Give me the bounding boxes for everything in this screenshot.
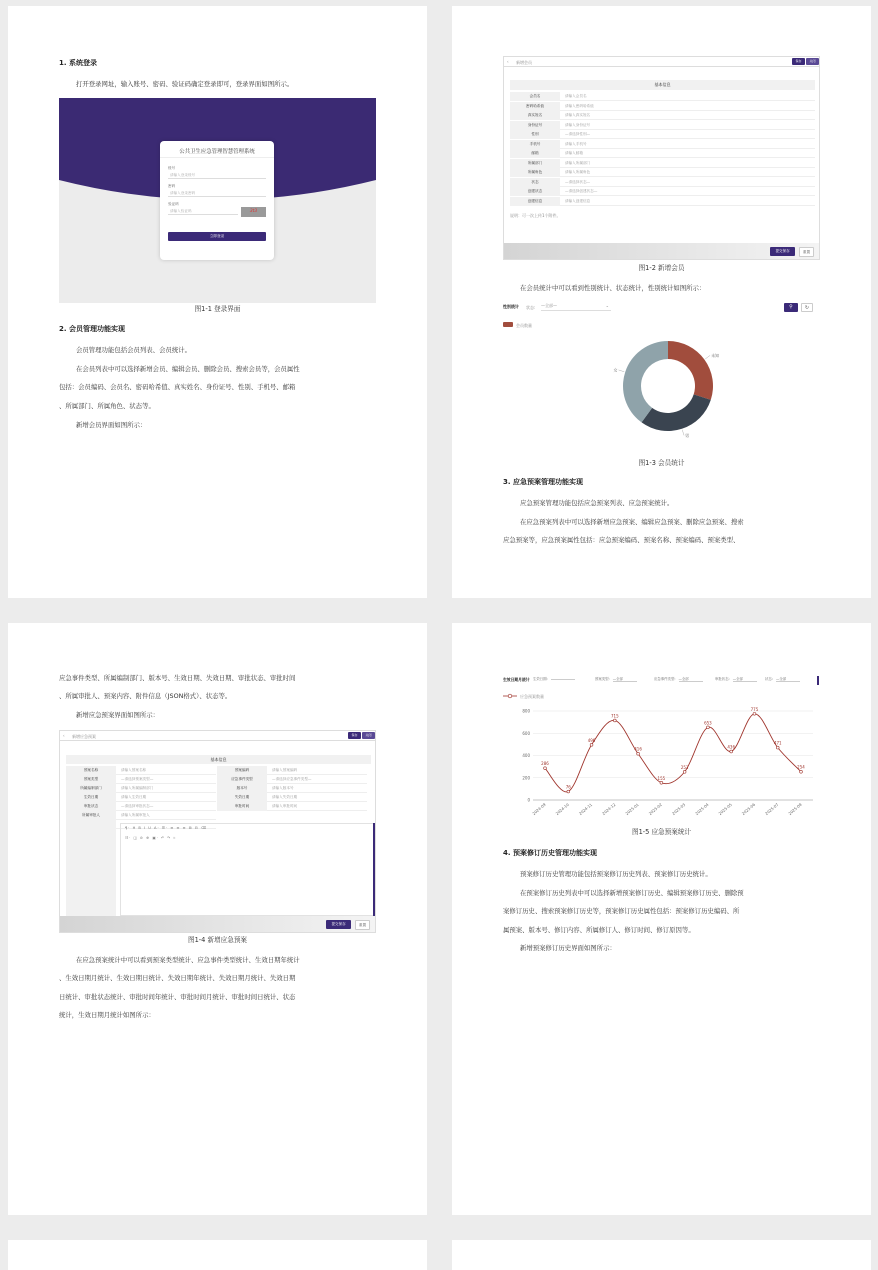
- field-label: 创建信息: [510, 197, 560, 206]
- field-input[interactable]: 请输入手机号: [565, 141, 587, 146]
- submit-save-button[interactable]: 提交保存: [326, 920, 351, 929]
- x-tick-label: 2025-05: [717, 801, 733, 816]
- pie-label: 女: [613, 367, 618, 373]
- form-row: [510, 178, 815, 187]
- captcha-image[interactable]: 3t3: [241, 207, 266, 217]
- data-label: 775: [750, 706, 759, 712]
- paragraph: 在会员统计中可以看到性别统计、状态统计，性别统计如图所示：: [520, 284, 706, 292]
- field-input[interactable]: —请选择状态—: [565, 179, 591, 184]
- field-input[interactable]: —请选择性别—: [565, 132, 591, 136]
- chevron-down-icon: ⌄: [605, 303, 609, 308]
- x-tick-label: 2025-06: [740, 801, 757, 816]
- x-tick-label: 2024-12: [601, 801, 617, 816]
- footer-bar: [60, 916, 376, 933]
- form-row: [66, 775, 216, 784]
- editor-toolbar-row2[interactable]: ☷· ◫ ⊘ ⊕ ▣· ↶ ↷ ⌗: [125, 836, 177, 840]
- pie-label-line: [705, 355, 710, 359]
- upload-note: 说明：可一次上传1个附件。: [510, 213, 561, 218]
- filter-label: 生效日期:: [533, 677, 548, 681]
- field-label: 审批状态: [66, 802, 116, 811]
- field-label: 审批时间: [217, 802, 267, 811]
- field-label: 密码哈希值: [510, 102, 560, 111]
- legend-line-icon: [503, 693, 517, 699]
- form-row: [217, 775, 367, 784]
- paragraph: 在应急预案列表中可以选择新增应急预案、编辑应急预案、删除应急预案、搜索: [520, 518, 744, 526]
- data-point[interactable]: [683, 770, 686, 773]
- form-row: [510, 121, 815, 130]
- x-tick-label: 2025-07: [763, 801, 780, 816]
- paragraph: 在会员列表中可以选择新增会员、编辑会员、删除会员、搜索会员等，会员属性: [76, 365, 300, 373]
- field-label: 预案类型: [66, 775, 116, 784]
- pie-label-line: [619, 370, 625, 372]
- data-label: 715: [610, 713, 619, 719]
- login-card: [160, 141, 274, 260]
- reset-button[interactable]: 重置: [799, 247, 814, 257]
- filter-value: —全部—: [541, 303, 557, 308]
- paragraph: 预案修订历史管理功能包括预案修订历史列表、预案修订历史统计。: [520, 870, 712, 878]
- data-label: 155: [657, 775, 666, 781]
- filter-item: [533, 676, 575, 684]
- field-input[interactable]: 请输入邮箱: [565, 151, 583, 155]
- field-input[interactable]: —请选择审批状态—: [121, 804, 154, 808]
- login-button[interactable]: 立即登录: [168, 232, 266, 241]
- divider: [160, 157, 274, 158]
- data-label: 253: [680, 764, 689, 770]
- search-button[interactable]: [817, 676, 819, 685]
- x-tick-label: 2025-04: [694, 801, 710, 816]
- save-button[interactable]: 保存: [792, 58, 805, 65]
- status-filter-select[interactable]: [541, 303, 611, 311]
- filter-select[interactable]: [613, 676, 637, 682]
- field-input[interactable]: 请输入所属角色: [565, 170, 591, 174]
- footer-bar: [504, 243, 820, 260]
- form-row: [510, 92, 815, 101]
- pie-label-line: [682, 430, 684, 436]
- data-label: 254: [797, 764, 805, 770]
- filter-label: 审批状态:: [715, 677, 730, 681]
- search-icon: ⚲: [789, 304, 793, 310]
- toolbar: [60, 731, 376, 741]
- caption: 图1-5 应急预案统计: [631, 828, 692, 836]
- field-label: 所属审批人: [66, 811, 116, 820]
- pie-label: 未知: [711, 352, 720, 358]
- data-point[interactable]: [707, 726, 710, 729]
- filter-label: 状态:: [765, 677, 773, 681]
- login-title: 公共卫生应急管理智慧管理系统: [179, 149, 255, 155]
- form-row: [510, 140, 815, 149]
- filter-label: 状态:: [526, 305, 536, 310]
- plan-stat-screenshot: [503, 673, 820, 823]
- paragraph: 、所属部门、所属角色、状态等。: [59, 402, 155, 410]
- section-title: 基本信息: [66, 755, 371, 764]
- field-label: 创建状态: [510, 187, 560, 196]
- form-row: [510, 111, 815, 120]
- data-label: 471: [773, 740, 782, 746]
- legend-label[interactable]: 应急预案数量: [520, 694, 544, 699]
- form-row: [510, 159, 815, 168]
- field-input[interactable]: 请输入创建信息: [565, 198, 591, 203]
- editor-toolbar[interactable]: ¶· H B I U A· ☰· ≡ ≡ ≡ ⊞ ⊟ ⌫: [125, 826, 208, 830]
- filter-label: 预案类型:: [595, 677, 610, 681]
- data-label: 286: [541, 761, 549, 767]
- form-row: [66, 793, 216, 802]
- submit-save-button[interactable]: 提交保存: [770, 247, 795, 256]
- form-row: [510, 197, 815, 206]
- y-tick-label: 400: [522, 753, 530, 758]
- data-point[interactable]: [753, 712, 756, 715]
- pie-label: 男: [685, 432, 690, 438]
- refresh-icon: ↻: [804, 305, 810, 311]
- paragraph: 、所属审批人、预案内容、附件信息（JSON格式）、状态等。: [59, 692, 232, 700]
- field-input[interactable]: 请输入真实姓名: [565, 113, 591, 117]
- captcha-label: 验证码: [168, 202, 179, 206]
- form-row: [66, 802, 216, 811]
- breadcrumb: 新增应急预案: [72, 734, 96, 739]
- plan-line-chart: [503, 703, 820, 823]
- add-member-screenshot: [503, 56, 820, 260]
- field-input[interactable]: 请输入所属编制部门: [121, 786, 154, 790]
- filter-select[interactable]: [733, 676, 757, 682]
- series-line: [545, 714, 801, 792]
- x-tick-label: 2024-11: [577, 801, 594, 816]
- caption: 图1-1 登录界面: [194, 305, 241, 313]
- form-row: [510, 102, 815, 111]
- x-tick-label: 2025-02: [647, 801, 664, 816]
- password-label: 密码: [168, 184, 176, 188]
- refresh-button[interactable]: [801, 303, 813, 312]
- field-input[interactable]: —请选择应急事件类型—: [272, 777, 312, 781]
- reset-button[interactable]: 重置: [355, 920, 370, 930]
- captcha-input[interactable]: 请输入验证码: [168, 208, 238, 215]
- paragraph: 包括：会员编码、会员名、密码哈希值、真实姓名、身份证号、性别、手机号、邮箱: [59, 383, 296, 391]
- data-point[interactable]: [776, 746, 779, 749]
- form-row: [66, 784, 216, 793]
- heading-member-management: 2. 会员管理功能实现: [59, 325, 125, 333]
- x-tick-label: 2025-08: [787, 801, 803, 816]
- save-button[interactable]: 保存: [348, 732, 361, 739]
- data-label: 496: [587, 737, 596, 743]
- paragraph: 在预案修订历史列表中可以选择新增预案修订历史、编辑预案修订历史、删除预: [520, 889, 744, 897]
- form-row: [510, 149, 815, 158]
- field-label: 生效日期: [66, 793, 116, 802]
- form-row: [510, 130, 815, 139]
- filter-value: —全部: [612, 677, 623, 681]
- filter-select[interactable]: [776, 676, 800, 682]
- paragraph: 在应急预案统计中可以看到预案类型统计、应急事件类型统计、生效日期年统计: [76, 956, 300, 964]
- data-label: 653: [704, 720, 712, 726]
- paragraph: 打开登录网址，输入账号、密码、验证码确定登录即可，登录界面如图所示。: [76, 80, 294, 88]
- rich-text-editor[interactable]: [120, 823, 375, 916]
- filter-label: 应急事件类型:: [654, 677, 676, 681]
- legend-label[interactable]: 会员数量: [516, 323, 532, 328]
- field-label: 真实姓名: [510, 111, 560, 120]
- account-label: 账号: [168, 166, 176, 170]
- paragraph: 会员管理功能包括会员列表、会员统计。: [76, 346, 192, 354]
- filter-item: [765, 676, 800, 684]
- breadcrumb: 新增会员: [516, 60, 532, 65]
- form-row: [217, 766, 367, 775]
- filter-item: [654, 676, 703, 684]
- form-row: [217, 802, 367, 811]
- add-plan-screenshot: [59, 730, 376, 933]
- filter-item: [715, 676, 757, 684]
- heading-system-login: 1. 系统登录: [59, 59, 97, 67]
- document-page-2: [452, 6, 871, 598]
- paragraph: 新增预案修订历史界面如图所示：: [520, 944, 616, 952]
- paragraph: 属预案、版本号、修订内容、所属修订人、修订时间、修订原因等。: [503, 926, 695, 934]
- field-input[interactable]: 请输入失效日期: [272, 795, 298, 799]
- filter-select[interactable]: [551, 679, 575, 680]
- field-label: 失效日期: [217, 793, 267, 802]
- data-label: 436: [727, 744, 736, 750]
- data-point[interactable]: [800, 770, 803, 773]
- y-tick-label: 0: [527, 797, 530, 803]
- form-row: [66, 766, 216, 775]
- data-point[interactable]: [613, 719, 616, 722]
- paragraph: 应急预案等，应急预案属性包括：应急预案编码、预案名称、预案编码、预案类型、: [503, 536, 740, 544]
- field-input[interactable]: —请选择创建状态—: [565, 189, 598, 193]
- data-point[interactable]: [590, 743, 593, 746]
- field-label: 所属编制部门: [66, 784, 116, 793]
- field-label: 版本号: [217, 784, 267, 793]
- filter-value: —全部: [775, 677, 787, 681]
- filter-value: —全部: [678, 677, 689, 681]
- field-label: 会员名: [510, 92, 560, 101]
- field-input[interactable]: 请输入所属部门: [565, 160, 591, 165]
- field-label: 应急事件类型: [217, 775, 267, 784]
- field-input[interactable]: 请输入预案名称: [121, 768, 147, 772]
- close-button[interactable]: 关闭: [362, 732, 375, 739]
- paragraph: 应急事件类型、所属编制部门、版本号、生效日期、失效日期、审批状态、审批时间: [59, 674, 296, 682]
- search-button[interactable]: [784, 303, 798, 312]
- account-input[interactable]: 请输入登录账号: [168, 172, 266, 179]
- field-input[interactable]: —请选择预案类型—: [121, 777, 154, 781]
- back-icon[interactable]: ‹: [507, 59, 509, 64]
- field-input[interactable]: 请输入生效日期: [121, 795, 147, 799]
- section-title: 基本信息: [510, 80, 815, 90]
- form-row: [217, 784, 367, 793]
- field-input[interactable]: 请输入身份证号: [565, 122, 591, 127]
- y-tick-label: 200: [522, 775, 530, 781]
- data-point[interactable]: [567, 790, 570, 793]
- x-tick-label: 2024-09: [531, 801, 547, 816]
- caption: 图1-3 会员统计: [638, 459, 685, 467]
- field-input[interactable]: 请输入所属审批人: [121, 813, 150, 817]
- y-tick-label: 800: [522, 708, 530, 714]
- field-label: 身份证号: [510, 121, 560, 130]
- field-label: 所属部门: [510, 159, 560, 168]
- filter-bar: [533, 676, 815, 684]
- heading-emergency-plan: 3. 应急预案管理功能实现: [503, 478, 583, 486]
- paragraph: 统计，生效日期月统计如图所示：: [59, 1011, 155, 1019]
- form-row: [510, 187, 815, 196]
- paragraph: 案修订历史、搜索预案修订历史等，预案修订历史属性包括：预案修订历史编码、所: [503, 907, 740, 915]
- document-page-3: [8, 623, 427, 1215]
- field-input[interactable]: 请输入密码哈希值: [565, 103, 594, 108]
- password-input[interactable]: 请输入登录密码: [168, 190, 266, 197]
- stat-title: 生效日期月统计: [503, 677, 530, 682]
- field-label: 手机号: [510, 140, 560, 149]
- filter-select[interactable]: [679, 676, 703, 682]
- caption: 图1-4 新增应急预案: [187, 936, 248, 944]
- filter-item: [595, 676, 637, 684]
- data-point[interactable]: [660, 781, 663, 784]
- paragraph: 应急预案管理功能包括应急预案列表、应急预案统计。: [520, 499, 674, 507]
- field-label: 性别: [510, 130, 560, 139]
- login-screenshot: [59, 98, 376, 303]
- filter-value: —全部: [732, 677, 743, 681]
- field-input[interactable]: 请输入审批时间: [272, 804, 298, 808]
- paragraph: 新增会员界面如图所示：: [76, 421, 147, 429]
- gender-pie-chart: [613, 330, 723, 448]
- document-page-6: [452, 1240, 871, 1270]
- x-tick-label: 2025-01: [624, 801, 640, 816]
- x-tick-label: 2024-10: [554, 801, 570, 816]
- pie-slice[interactable]: [642, 394, 711, 431]
- scrollbar[interactable]: [373, 823, 375, 916]
- data-point[interactable]: [544, 767, 547, 770]
- field-label: 预案名称: [66, 766, 116, 775]
- field-input[interactable]: 请输入版本号: [272, 786, 294, 790]
- field-input[interactable]: 请输入会员名: [565, 94, 587, 98]
- back-icon[interactable]: ‹: [63, 733, 65, 738]
- close-button[interactable]: 关闭: [806, 58, 819, 65]
- field-label: 邮箱: [510, 149, 560, 158]
- gender-stat-screenshot: [503, 300, 820, 450]
- x-tick-label: 2025-03: [670, 801, 687, 816]
- form-row: [66, 811, 216, 820]
- caption: 图1-2 新增会员: [638, 264, 685, 272]
- legend-swatch: [503, 322, 513, 327]
- paragraph: 新增应急预案界面如图所示：: [76, 711, 160, 719]
- pie-slice[interactable]: [668, 341, 713, 400]
- paragraph: 日统计、审批状态统计、审批时间年统计、审批时间月统计、审批时间日统计、状态: [59, 993, 296, 1001]
- form-row: [510, 168, 815, 177]
- document-page-5: [8, 1240, 427, 1270]
- paragraph: 、生效日期月统计、生效日期日统计、失效日期年统计、失效日期月统计、失效日期: [59, 974, 296, 982]
- form-row: [217, 793, 367, 802]
- data-point[interactable]: [730, 750, 733, 753]
- field-label: 所属角色: [510, 168, 560, 177]
- field-label: 状态: [510, 178, 560, 187]
- y-tick-label: 600: [522, 730, 530, 736]
- field-input[interactable]: 请输入预案编码: [272, 768, 298, 772]
- document-page-4: [452, 623, 871, 1215]
- data-label: 76: [565, 784, 571, 790]
- pie-slice[interactable]: [623, 341, 668, 422]
- field-label: 预案编码: [217, 766, 267, 775]
- heading-plan-revision: 4. 预案修订历史管理功能实现: [503, 849, 597, 857]
- document-page-1: [8, 6, 427, 598]
- data-label: 416: [634, 746, 642, 752]
- stat-title: 性别统计: [503, 304, 519, 309]
- data-point[interactable]: [637, 752, 640, 755]
- toolbar: [504, 57, 820, 67]
- content-label-cell: [66, 820, 116, 916]
